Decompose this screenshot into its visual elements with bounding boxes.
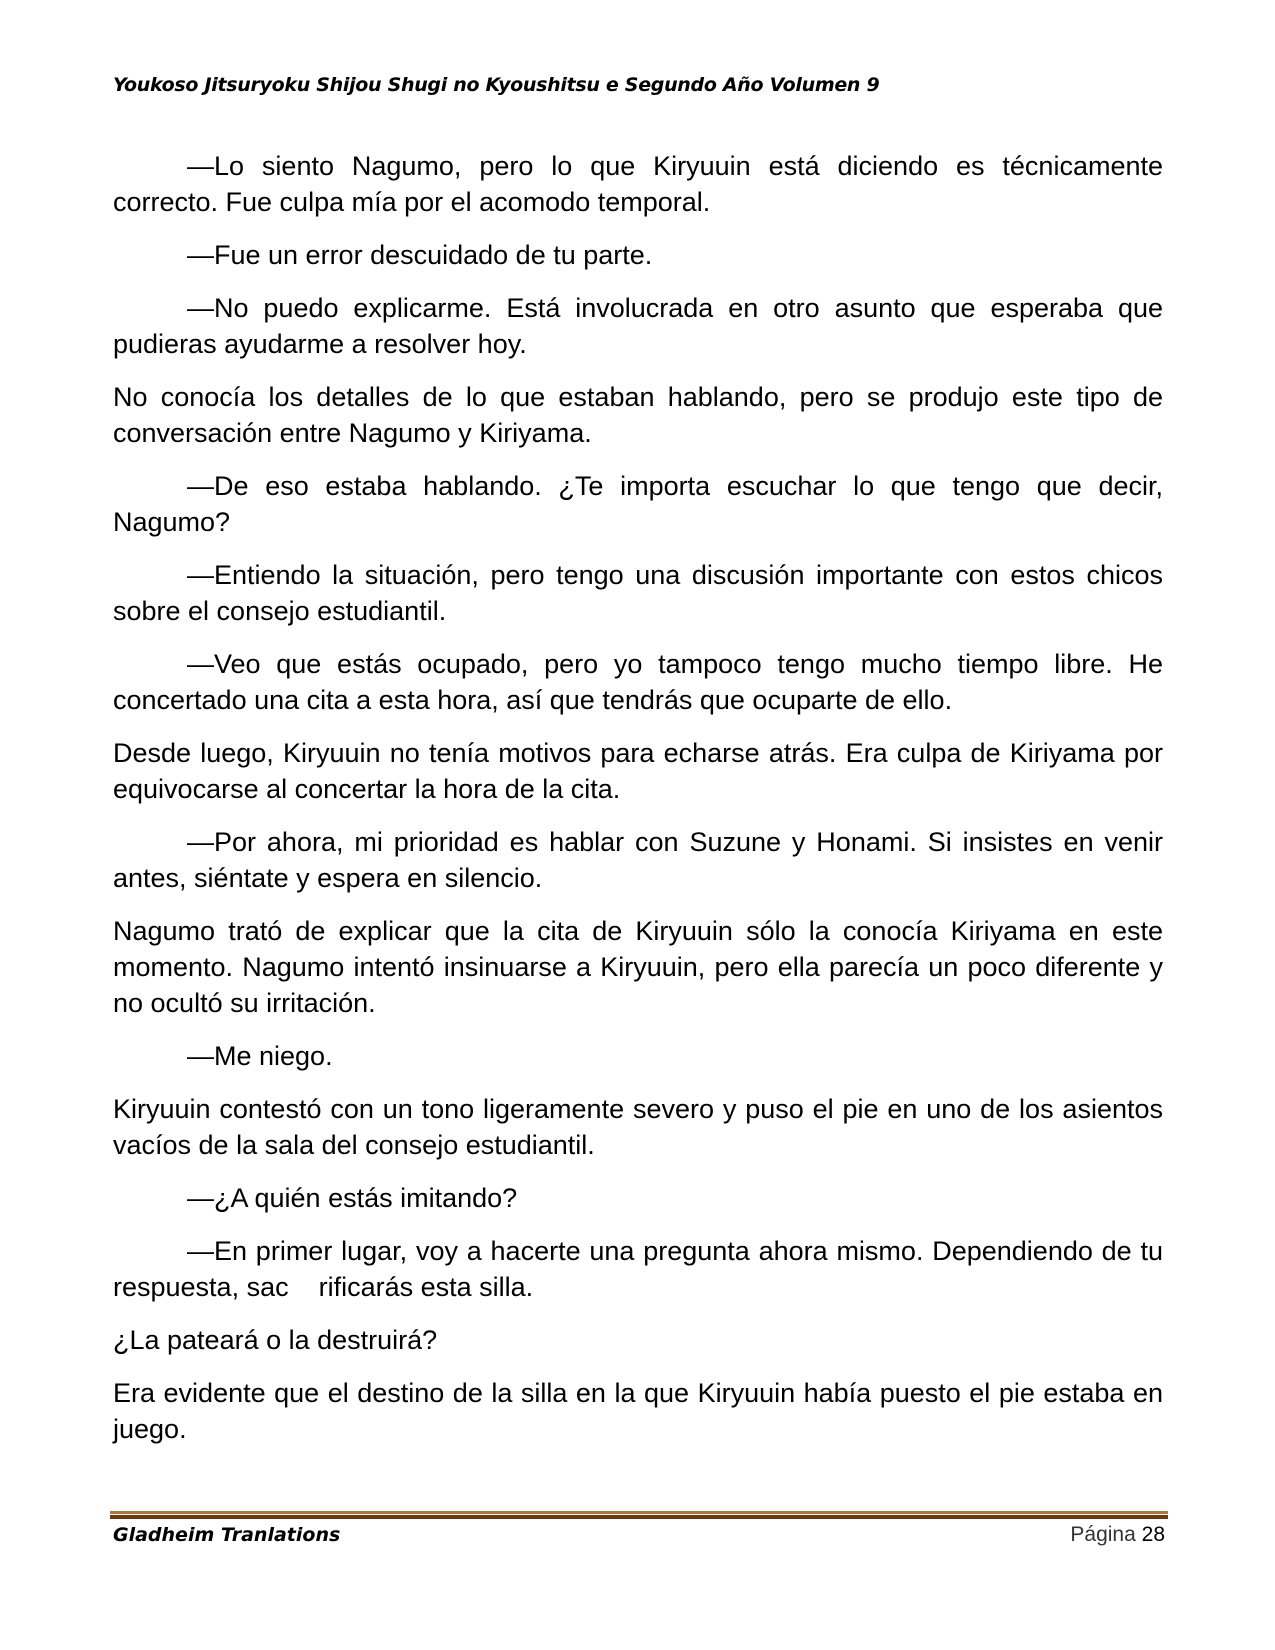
running-header: Youkoso Jitsuryoku Shijou Shugi no Kyoushitsu e Segundo Año Volumen 9	[113, 74, 880, 96]
paragraph: —Lo siento Nagumo, pero lo que Kiryuuin está diciendo es técnicamente correcto. Fue culpa mía por el acomodo temporal.	[113, 151, 1163, 217]
paragraph: —Veo que estás ocupado, pero yo tampoco tengo mucho tiempo libre. He concertado una cita a esta hora, así que tendrás que ocuparte de ello.	[113, 649, 1163, 715]
page-label: Página	[1070, 1523, 1136, 1546]
paragraph: Nagumo trató de explicar que la cita de Kiryuuin sólo la conocía Kiriyama en este momento. Nagumo intentó insinuarse a Kiryuuin, pero ella parecía un poco diferente y no ocultó su irritación.	[113, 916, 1163, 1018]
paragraph: —Entiendo la situación, pero tengo una discusión importante con estos chicos sobre el consejo estudiantil.	[113, 560, 1163, 626]
paragraph: —Fue un error descuidado de tu parte.	[187, 240, 653, 270]
paragraph: No conocía los detalles de lo que estaban hablando, pero se produjo este tipo de conversación entre Nagumo y Kiriyama.	[113, 382, 1163, 448]
footer-credit: Gladheim Tranlations	[113, 1524, 341, 1546]
paragraph: —En primer lugar, voy a hacerte una pregunta ahora mismo. Dependiendo de tu respuesta, sac rificarás esta silla.	[113, 1236, 1171, 1302]
paragraph: ¿La pateará o la destruirá?	[113, 1325, 438, 1355]
page-number	[1070, 1523, 1165, 1547]
paragraph: Era evidente que el destino de la silla en la que Kiryuuin había puesto el pie estaba en juego.	[113, 1378, 1163, 1444]
paragraph: Desde luego, Kiryuuin no tenía motivos para echarse atrás. Era culpa de Kiriyama por equivocarse al concertar la hora de la cita.	[113, 738, 1163, 804]
paragraph: —No puedo explicarme. Está involucrada en otro asunto que esperaba que pudieras ayudarme a resolver hoy.	[113, 293, 1163, 359]
paragraph: —Me niego.	[187, 1041, 333, 1071]
paragraph: —¿A quién estás imitando?	[187, 1183, 518, 1213]
page-body	[113, 148, 1171, 1464]
paragraph: —De eso estaba hablando. ¿Te importa escuchar lo que tengo que decir, Nagumo?	[113, 471, 1163, 537]
paragraph: Kiryuuin contestó con un tono ligeramente severo y puso el pie en uno de los asientos vacíos de la sala del consejo estudiantil.	[113, 1094, 1163, 1160]
footer-divider	[110, 1511, 1168, 1519]
page-number-value: 28	[1141, 1523, 1165, 1546]
paragraph: —Por ahora, mi prioridad es hablar con Suzune y Honami. Si insistes en venir antes, siéntate y espera en silencio.	[113, 827, 1163, 893]
